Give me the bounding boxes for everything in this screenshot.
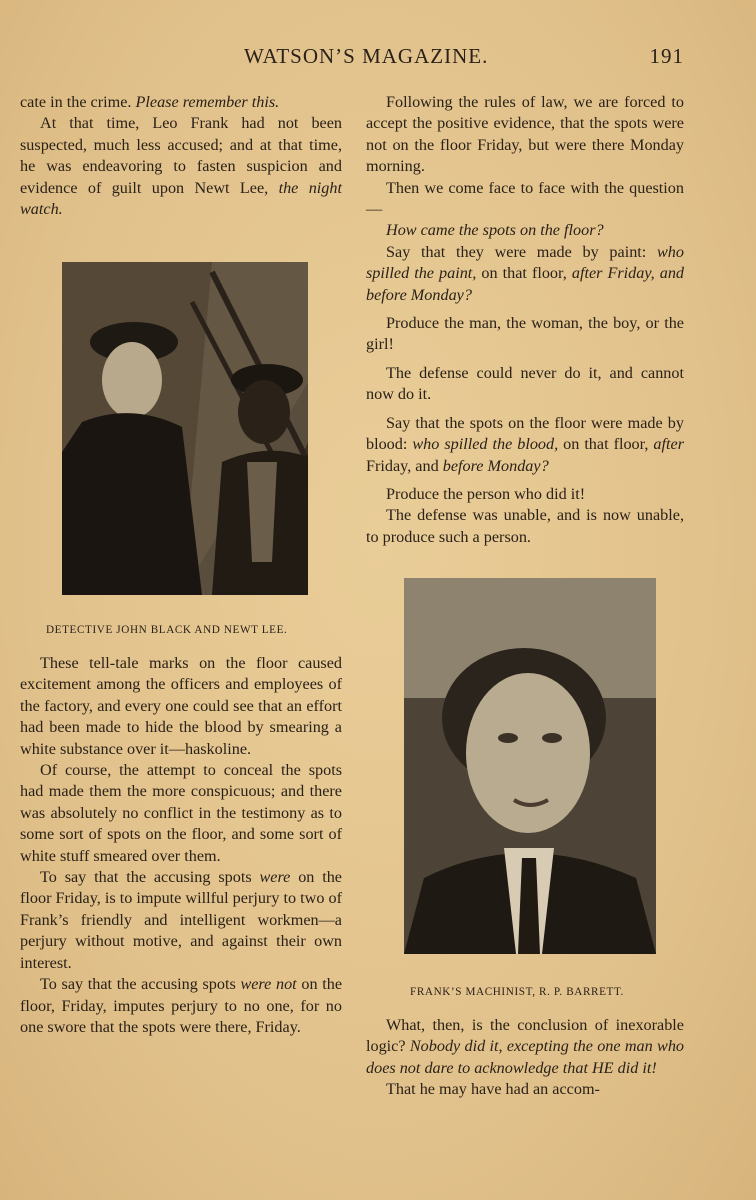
page-number: 191 bbox=[649, 44, 684, 68]
paragraph: Say that they were made by paint: who spilled the paint, on that floor, after Friday, and before Monday? bbox=[366, 242, 685, 304]
paragraph: Produce the man, the woman, the boy, or the girl! bbox=[366, 314, 684, 354]
paragraph: These tell-tale marks on the floor caused excitement among the officers and employees of the factory, and every one could see that an effort had been made to hide the blood by smearing a white substance over it—haskoline. bbox=[20, 654, 342, 758]
paragraph: The defense was unable, and is now unable, to produce such a person. bbox=[366, 506, 684, 546]
paragraph: Of course, the attempt to conceal the spots had made them the more conspicuous; and there was absolutely no conflict in the testimony as to some sort of spots on the floor, and some sort of white stuff smeared over them. bbox=[20, 761, 342, 865]
paragraph: Following the rules of law, we are forced to accept the positive evidence, that the spots were not on the floor Friday, but were there Monday morning. bbox=[366, 93, 684, 176]
paragraph: cate in the crime. Please remember this. bbox=[20, 93, 280, 111]
paragraph: To say that the accusing spots were not on the floor, Friday, imputes perjury to no one, for no one swore that the spots were there, Friday. bbox=[20, 975, 343, 1036]
left-column-top bbox=[20, 92, 342, 220]
photo-barrett-image bbox=[404, 578, 656, 954]
magazine-title: WATSON’S MAGAZINE. bbox=[244, 44, 489, 68]
left-column-bottom bbox=[20, 653, 342, 1038]
running-header bbox=[24, 44, 684, 74]
paragraph: Say that the spots on the floor were made by blood: who spilled the blood, on that floor, after Friday, and before Monday? bbox=[366, 413, 684, 475]
photo-caption: FRANK’S MACHINIST, R. P. BARRETT. bbox=[410, 986, 624, 998]
paragraph: To say that the accusing spots were on the floor Friday, is to impute willful perjury to two of Frank’s friendly and intelligent workmen—a perjury without motive, and against their own interest. bbox=[20, 868, 342, 972]
right-column-top bbox=[366, 92, 684, 548]
paragraph: How came the spots on the floor? bbox=[386, 221, 604, 240]
paragraph: The defense could never do it, and cannot now do it. bbox=[366, 363, 684, 404]
paragraph: At that time, Leo Frank had not been suspected, much less accused; and at that time, he was endeavoring to fasten suspicion and evidence of guilt upon Newt Lee, the night watch. bbox=[20, 114, 342, 219]
photo-black-and-lee bbox=[62, 262, 308, 595]
photo-caption: DETECTIVE JOHN BLACK AND NEWT LEE. bbox=[46, 624, 288, 636]
paragraph: Then we come face to face with the question— bbox=[366, 178, 684, 219]
right-column-bottom bbox=[366, 1015, 684, 1101]
paragraph: Produce the person who did it! bbox=[386, 484, 586, 503]
paragraph: That he may have had an accom- bbox=[386, 1080, 600, 1099]
photo-barrett bbox=[404, 578, 656, 954]
paragraph: What, then, is the conclusion of inexorable logic? Nobody did it, excepting the one man who does not dare to acknowledge that HE did it! bbox=[366, 1016, 685, 1077]
photo-black-and-lee-image bbox=[62, 262, 308, 595]
